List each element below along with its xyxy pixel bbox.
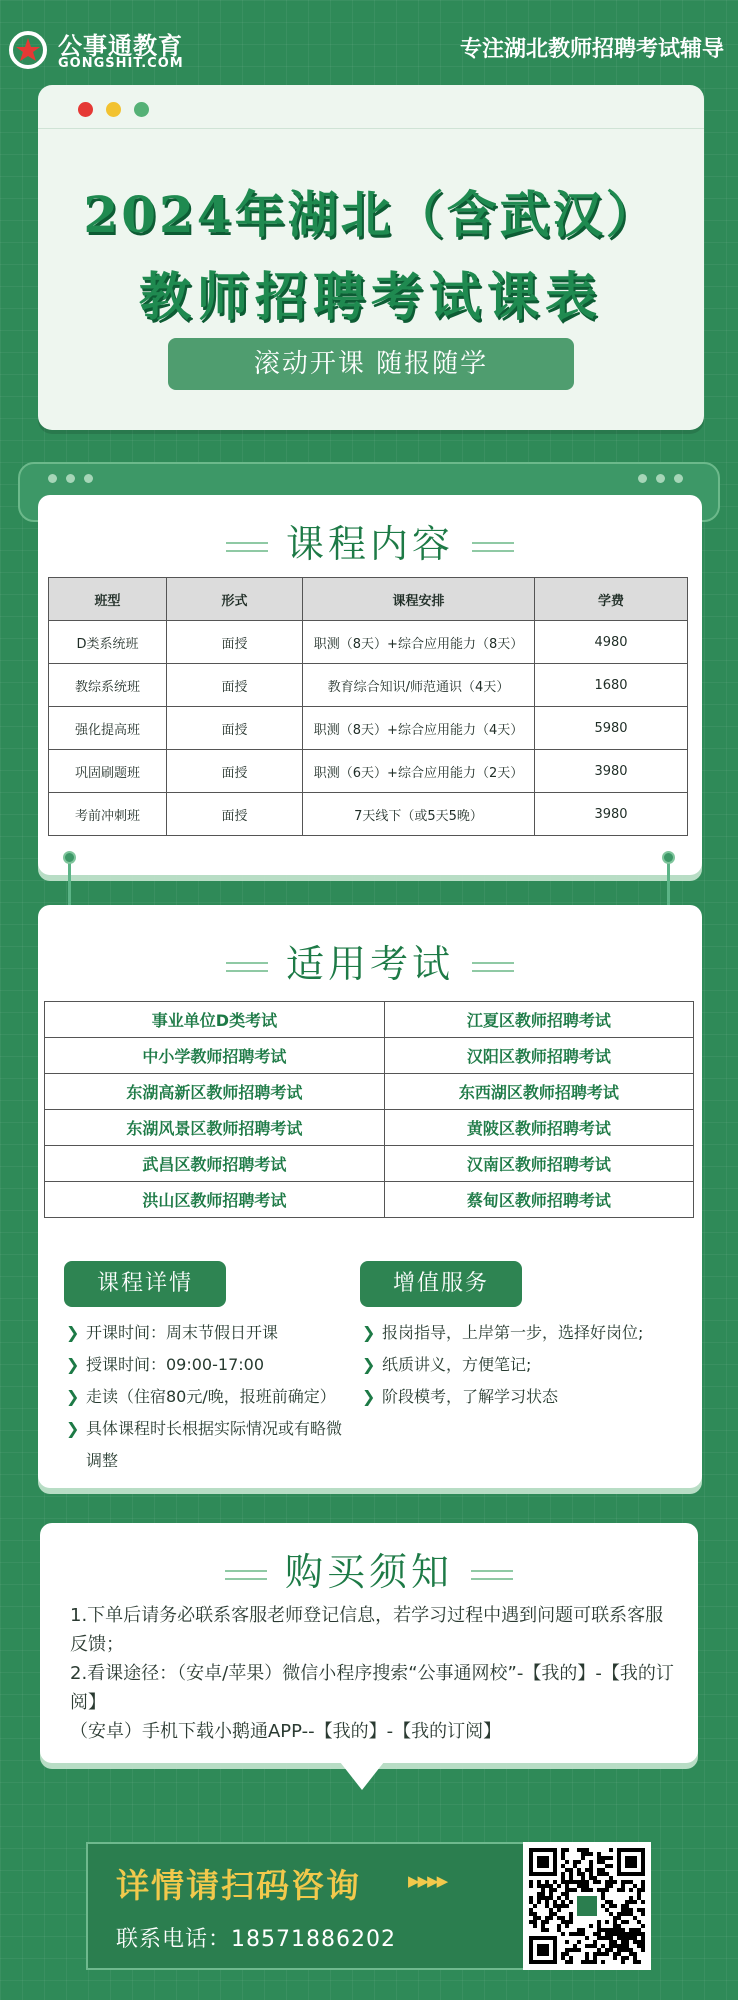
exam-cell: 黄陂区教师招聘考试 <box>384 1110 693 1146</box>
window-bar <box>38 85 704 129</box>
list-item: ❯ 阶段模考，了解学习状态 <box>360 1381 680 1413</box>
heading-deco-icon <box>225 1570 267 1580</box>
list-item: ❯ 报岗指导，上岸第一步，选择好岗位; <box>360 1317 680 1349</box>
exam-cell: 洪山区教师招聘考试 <box>45 1182 385 1218</box>
table-row <box>49 707 688 750</box>
frame-dot-icon <box>66 474 75 483</box>
table-cell: 1680 <box>535 664 688 707</box>
table-row <box>45 1182 694 1218</box>
star-logo-icon <box>8 30 48 70</box>
table-row <box>45 1146 694 1182</box>
col-header: 学费 <box>535 578 688 621</box>
exam-cell: 蔡甸区教师招聘考试 <box>384 1182 693 1218</box>
notice-line: （安卓）手机下载小鹅通APP--【我的】-【我的订阅】 <box>70 1721 502 1742</box>
table-row <box>49 664 688 707</box>
chevron-right-icon: ❯ <box>66 1355 80 1374</box>
table-cell: 面授 <box>167 621 303 664</box>
connector-dot-icon <box>63 851 76 864</box>
chevron-right-icon: ❯ <box>66 1419 80 1438</box>
hero-card <box>38 85 704 430</box>
table-row <box>49 621 688 664</box>
table-row <box>45 1074 694 1110</box>
table-row <box>49 793 688 836</box>
cta-text: 详情请扫码咨询 <box>116 1866 361 1905</box>
heading-deco-icon <box>472 542 514 552</box>
exam-cell: 东西湖区教师招聘考试 <box>384 1074 693 1110</box>
heading-deco-icon <box>471 1570 513 1580</box>
table-cell: 强化提高班 <box>49 707 167 750</box>
top-header <box>0 0 738 80</box>
table-cell: 4980 <box>535 621 688 664</box>
exams-heading <box>38 933 702 988</box>
frame-dot-icon <box>638 474 647 483</box>
table-cell: 3980 <box>535 750 688 793</box>
frame-dot-icon <box>48 474 57 483</box>
speech-pointer-icon <box>340 1762 384 1790</box>
services-list <box>360 1317 680 1413</box>
yellow-dot-icon <box>106 102 121 117</box>
notice-heading <box>40 1541 698 1596</box>
table-row <box>49 750 688 793</box>
course-content-heading <box>38 513 702 568</box>
notice-text <box>70 1601 680 1746</box>
details-title: 课程详情 <box>64 1261 226 1307</box>
table-row <box>45 1110 694 1146</box>
exam-cell: 东湖高新区教师招聘考试 <box>45 1074 385 1110</box>
table-row <box>45 1002 694 1038</box>
green-dot-icon <box>134 102 149 117</box>
heading-deco-icon <box>226 542 268 552</box>
table-cell: 面授 <box>167 707 303 750</box>
exams-table <box>44 1001 694 1218</box>
col-header: 班型 <box>49 578 167 621</box>
table-cell: D类系统班 <box>49 621 167 664</box>
table-cell: 教综系统班 <box>49 664 167 707</box>
arrows-icon: ▶▶▶▶ <box>408 1872 447 1890</box>
table-cell: 教育综合知识/师范通识（4天） <box>303 664 535 707</box>
exam-cell: 事业单位D类考试 <box>45 1002 385 1038</box>
hero-title-line2: 教师招聘考试课表 <box>138 267 603 328</box>
exam-cell: 武昌区教师招聘考试 <box>45 1146 385 1182</box>
course-table <box>48 577 688 836</box>
table-cell: 职测（8天）+综合应用能力（4天） <box>303 707 535 750</box>
exam-cell: 中小学教师招聘考试 <box>45 1038 385 1074</box>
chevron-right-icon: ❯ <box>66 1387 80 1406</box>
chevron-right-icon: ❯ <box>362 1355 376 1374</box>
hero-badge: 滚动开课 随报随学 <box>168 338 574 390</box>
table-cell: 巩固刷题班 <box>49 750 167 793</box>
red-dot-icon <box>78 102 93 117</box>
exam-cell: 东湖风景区教师招聘考试 <box>45 1110 385 1146</box>
table-cell: 7天线下（或5天5晚） <box>303 793 535 836</box>
list-item: ❯ 授课时间：09:00-17:00 <box>64 1349 346 1381</box>
table-cell: 面授 <box>167 664 303 707</box>
qr-code-icon[interactable] <box>523 1842 651 1970</box>
connector-dot-icon <box>662 851 675 864</box>
heading-deco-icon <box>226 962 268 972</box>
frame-dot-icon <box>84 474 93 483</box>
list-item: ❯ 走读（住宿80元/晚，报班前确定） <box>64 1381 346 1413</box>
contact-panel <box>86 1842 646 1970</box>
notice-line: 1.下单后请务必联系客服老师登记信息，若学习过程中遇到问题可联系客服反馈； <box>70 1605 664 1655</box>
frame-dot-icon <box>674 474 683 483</box>
table-cell: 3980 <box>535 793 688 836</box>
brand-domain: GONGSHIT.COM <box>58 56 184 71</box>
table-cell: 5980 <box>535 707 688 750</box>
exam-cell: 江夏区教师招聘考试 <box>384 1002 693 1038</box>
course-content-title: 课程内容 <box>285 522 454 566</box>
services-title: 增值服务 <box>360 1261 522 1307</box>
table-cell: 考前冲刺班 <box>49 793 167 836</box>
heading-deco-icon <box>472 962 514 972</box>
chevron-right-icon: ❯ <box>362 1323 376 1342</box>
chevron-right-icon: ❯ <box>66 1323 80 1342</box>
col-header: 课程安排 <box>303 578 535 621</box>
course-content-card <box>38 495 702 875</box>
chevron-right-icon: ❯ <box>362 1387 376 1406</box>
table-cell: 面授 <box>167 793 303 836</box>
header-slogan: 专注湖北教师招聘考试辅导 <box>459 37 724 62</box>
notice-line: 2.看课途径：（安卓/苹果）微信小程序搜索“公事通网校”-【我的】-【我的订阅】 <box>70 1663 674 1713</box>
exams-card <box>38 905 702 1488</box>
frame-dot-icon <box>656 474 665 483</box>
col-header: 形式 <box>167 578 303 621</box>
list-item: ❯ 纸质讲义，方便笔记; <box>360 1349 680 1381</box>
notice-card <box>40 1523 698 1763</box>
exam-cell: 汉阳区教师招聘考试 <box>384 1038 693 1074</box>
list-item: ❯ 具体课程时长根据实际情况或有略微调整 <box>64 1413 346 1477</box>
list-item: ❯ 开课时间：周末节假日开课 <box>64 1317 346 1349</box>
notice-title: 购买须知 <box>284 1550 453 1594</box>
table-cell: 职测（6天）+综合应用能力（2天） <box>303 750 535 793</box>
table-cell: 面授 <box>167 750 303 793</box>
hero-title-line1: 2024年湖北（含武汉） <box>83 185 659 244</box>
brand-name: 公事通教育 <box>58 32 183 60</box>
table-cell: 职测（8天）+综合应用能力（8天） <box>303 621 535 664</box>
exam-cell: 汉南区教师招聘考试 <box>384 1146 693 1182</box>
contact-phone[interactable]: 联系电话：18571886202 <box>116 1927 396 1952</box>
exams-title: 适用考试 <box>285 942 454 986</box>
details-list <box>64 1317 346 1477</box>
table-row <box>45 1038 694 1074</box>
